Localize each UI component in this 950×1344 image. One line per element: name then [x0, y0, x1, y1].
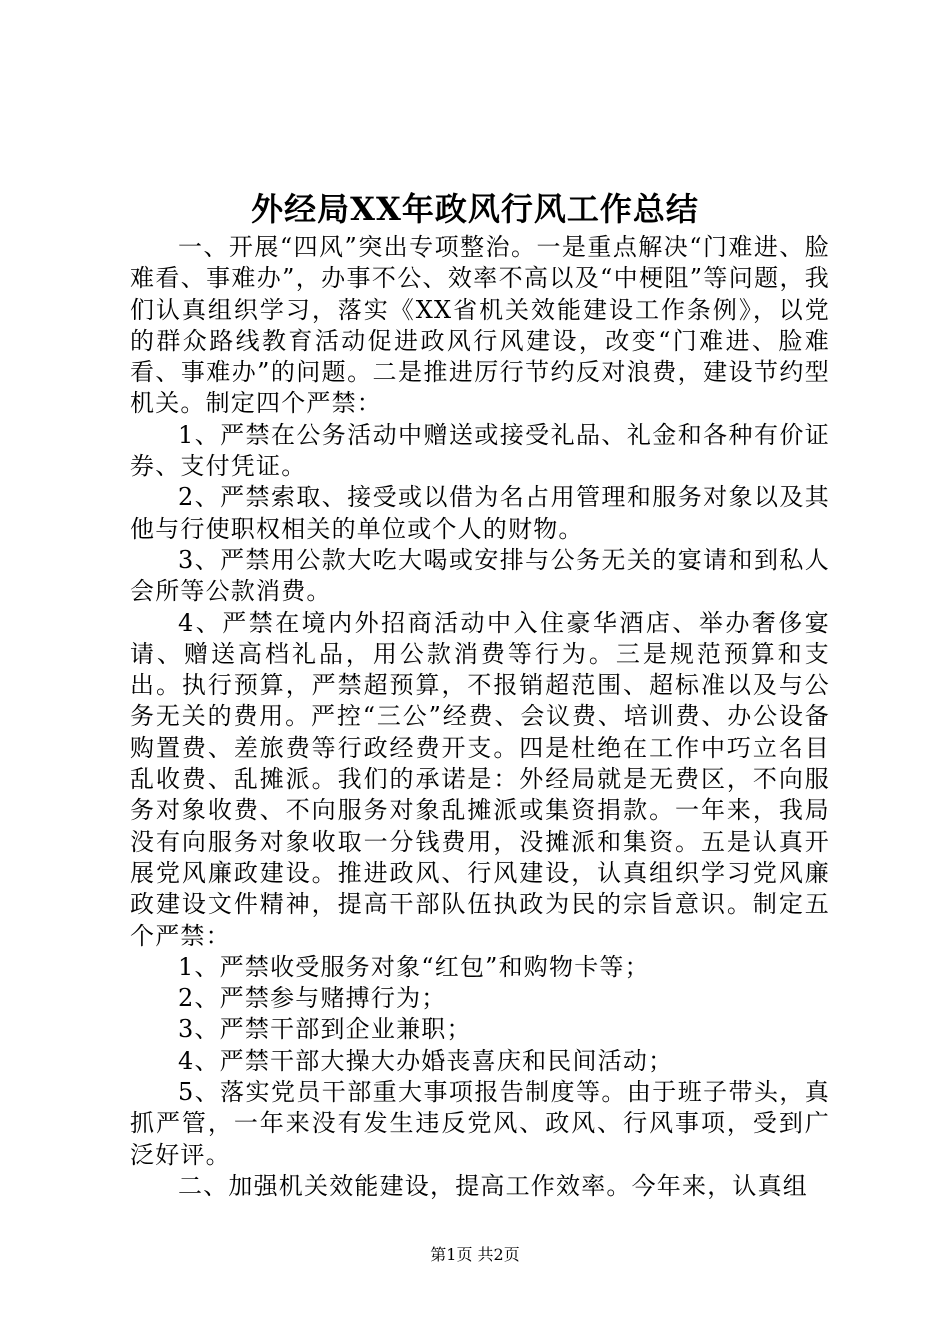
- document-title: 外经局XX年政风行风工作总结: [251, 190, 699, 228]
- page-number-footer: 第1页 共2页: [430, 1245, 520, 1264]
- document-body: [130, 232, 830, 1202]
- paragraph: 4、严禁在境内外招商活动中入住豪华酒店、举办奢侈宴请、赠送高档礼品，用公款消费等行为。三是规范预算和支出。执行预算，严禁超预算，不报销超范围、超标准以及与公务无关的费用。严控“三公”经费、会议费、培训费、办公设备购置费、差旅费等行政经费开支。四是杜绝在工作中巧立名目乱收费、乱摊派。我们的承诺是：外经局就是无费区，不向服务对象收费、不向服务对象乱摊派或集资捐款。一年来，我局没有向服务对象收取一分钱费用，没摊派和集资。五是认真开展党风廉政建设。推进政风、行风建设，认真组织学习党风廉政建设文件精神，提高干部队伍执政为民的宗旨意识。制定五个严禁：: [130, 608, 830, 950]
- paragraph: 1、严禁收受服务对象“红包”和购物卡等；: [178, 952, 650, 981]
- paragraph: 3、严禁干部到企业兼职；: [178, 1015, 472, 1044]
- paragraph: 二、加强机关效能建设，提高工作效率。今年来，认真组: [178, 1171, 808, 1200]
- paragraph: 5、落实党员干部重大事项报告制度等。由于班子带头，真抓严管，一年来没有发生违反党风、政风、行风事项，受到广泛好评。: [130, 1078, 830, 1169]
- paragraph: 4、严禁干部大操大办婚丧喜庆和民间活动；: [178, 1046, 674, 1075]
- paragraph: 一、开展“四风”突出专项整治。一是重点解决“门难进、脸难看、事难办”，办事不公、效率不高以及“中梗阻”等问题，我们认真组织学习，落实《XX省机关效能建设工作条例》，以党的群众路线教育活动促进政风行风建设，改变“门难进、脸难看、事难办”的问题。二是推进厉行节约反对浪费，建设节约型机关。制定四个严禁：: [130, 233, 830, 418]
- paragraph: 3、严禁用公款大吃大喝或安排与公务无关的宴请和到私人会所等公款消费。: [130, 545, 830, 606]
- paragraph: 1、严禁在公务活动中赠送或接受礼品、礼金和各种有价证券、支付凭证。: [130, 420, 830, 481]
- paragraph: 2、严禁参与赌搏行为；: [178, 984, 447, 1013]
- paragraph: 2、严禁索取、接受或以借为名占用管理和服务对象以及其他与行使职权相关的单位或个人的财物。: [130, 483, 830, 543]
